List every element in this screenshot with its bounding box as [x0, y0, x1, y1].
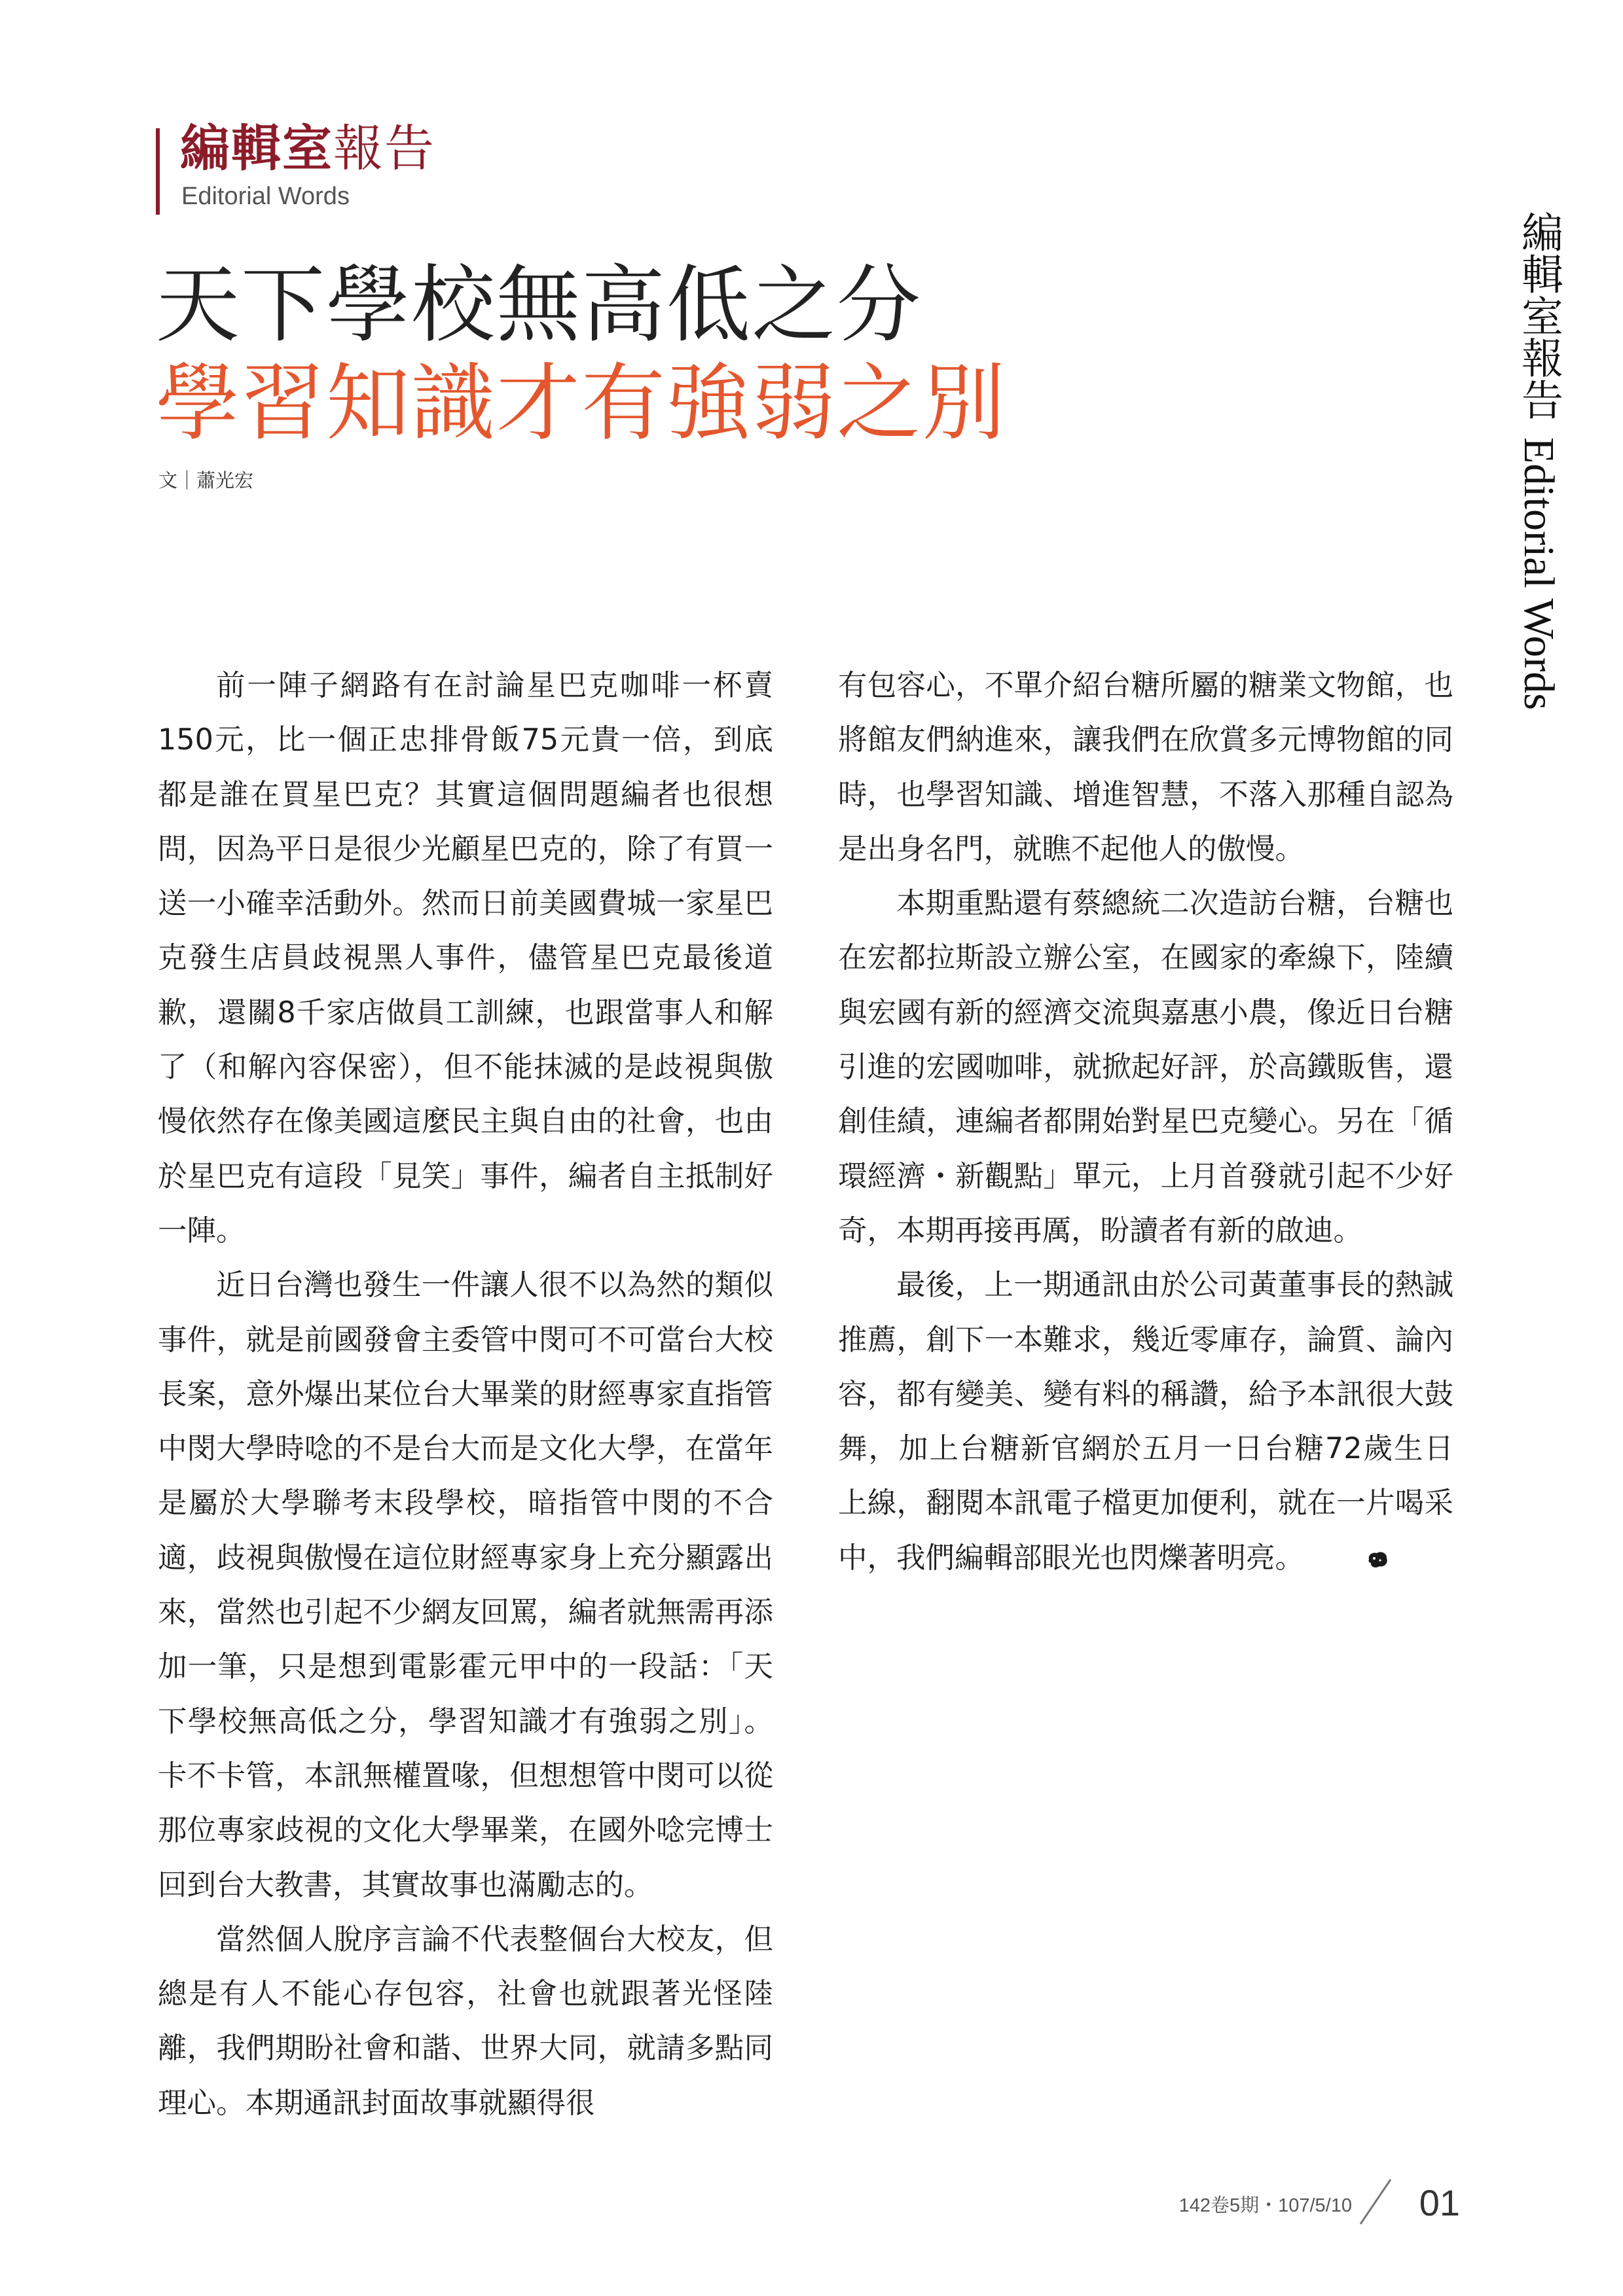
article-paragraph: 前一陣子網路有在討論星巴克咖啡一杯賣150元，比一個正忠排骨飯75元貴一倍，到底都是誰在買星巴克？其實這個問題編者也很想問，因為平日是很少光顧星巴克的，除了有買一送一小確幸活動外。然而日前美國費城一家星巴克發生店員歧視黑人事件，儘管星巴克最後道歉，還關8千家店做員工訓練，也跟當事人和解了（和解內容保密），但不能抹滅的是歧視與傲慢依然存在像美國這麼民主與自由的社會，也由於星巴克有這段「見笑」事件，編者自主抵制好一陣。: [158, 669, 773, 1247]
vertical-title-zh: 編輯室報告: [1514, 211, 1563, 420]
page-footer: [1178, 2177, 1460, 2227]
headline-line-2: 學習知識才有強弱之別: [156, 355, 1008, 452]
article-paragraph: 近日台灣也發生一件讓人很不以為然的類似事件，就是前國發會主委管中閔可不可當台大校長案，意外爆出某位台大畢業的財經專家直指管中閔大學時唸的不是台大而是文化大學，在當年是屬於大學聯考末段學校，暗指管中閔的不合適，歧視與傲慢在這位財經專家身上充分顯露出來，當然也引起不少網友回罵，編者就無需再添加一筆，只是想到電影霍元甲中的一段話：「天下學校無高低之分，學習知識才有強弱之別」。卡不卡管，本訊無權置喙，但想想管中閔可以從那位專家歧視的文化大學畢業，在國外唸完博士回到台大教書，其實故事也滿勵志的。: [158, 1268, 773, 1902]
article-column-left: [158, 658, 773, 2130]
article-paragraph: 本期重點還有蔡總統二次造訪台糖，台糖也在宏都拉斯設立辦公室，在國家的牽線下，陸續與宏國有新的經濟交流與嘉惠小農，像近日台糖引進的宏國咖啡，就掀起好評，於高鐵販售，還創佳績，連編者都開始對星巴克變心。另在「循環經濟・新觀點」單元，上月首發就引起不少好奇，本期再接再厲，盼讀者有新的啟迪。: [838, 887, 1453, 1247]
headline-line-1: 天下學校無高低之分: [156, 257, 922, 354]
byline: 文｜蕭光宏: [158, 469, 254, 492]
section-subtitle: Editorial Words: [181, 183, 350, 210]
article-paragraph-text: 最後，上一期通訊由於公司黃董事長的熱誠推薦，創下一本難求，幾近零庫存，論質、論內容，都有變美、變有料的稱讚，給予本訊很大鼓舞，加上台糖新官網於五月一日台糖72歲生日上線，翻閱本訊電子檔更加便利，就在一片喝采中，我們編輯部眼光也閃爍著明亮。: [838, 1268, 1453, 1575]
vertical-title-en: Editorial Words: [1515, 437, 1563, 710]
section-accent-bar: [156, 128, 160, 215]
page-number: 01: [1419, 2182, 1460, 2223]
article-paragraph: 有包容心，不單介紹台糖所屬的糖業文物館，也將館友們納進來，讓我們在欣賞多元博物館的同時，也學習知識、增進智慧，不落入那種自認為是出身名門，就瞧不起他人的傲慢。: [838, 669, 1453, 866]
section-title: [180, 119, 435, 178]
article-column-right: [838, 658, 1453, 1585]
vertical-running-title: [1506, 211, 1571, 710]
section-title-rest: 報告: [333, 119, 435, 177]
article-paragraph: 當然個人脫序言論不代表整個台大校友，但總是有人不能心存包容，社會也就跟著光怪陸離，我們期盼社會和諧、世界大同，就請多點同理心。本期通訊封面故事就顯得很: [158, 1922, 773, 2120]
footer-slash-divider: [1357, 2177, 1393, 2227]
article-paragraph-last: [838, 1258, 1453, 1585]
ink-blot-end-mark-icon: [1308, 1532, 1330, 1551]
section-title-strong: 編輯室: [180, 119, 333, 177]
issue-info: 142卷5期・107/5/10: [1178, 2195, 1352, 2216]
